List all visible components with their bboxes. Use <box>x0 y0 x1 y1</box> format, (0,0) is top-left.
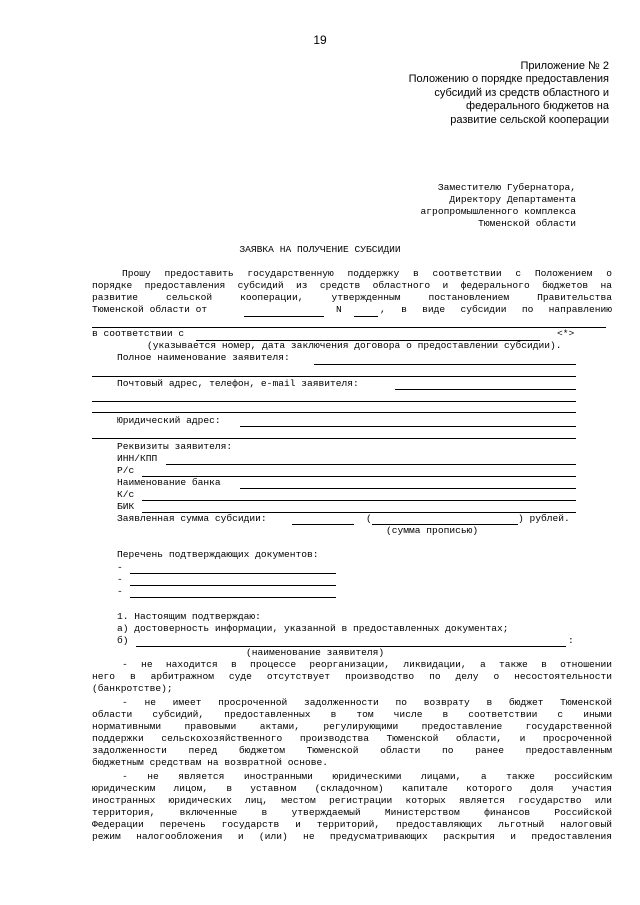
appendix-line: Приложение № 2 <box>520 60 609 72</box>
sum-label: Заявленная сумма субсидии: <box>117 513 267 524</box>
confirm-b-colon: : <box>568 635 574 646</box>
confirm-line: юридическим лицом, в уставном (складочном) капитале которого доля участия <box>92 783 612 794</box>
confirm-line: - не имеет просроченной задолженности по возврату в бюджет Тюменской <box>122 697 612 708</box>
confirm-line: поддержки сельскохозяйственного производства Тюменской области, и просроченной <box>92 733 612 744</box>
bank-label: Наименование банка <box>117 477 221 488</box>
document-bullet: - <box>117 574 123 585</box>
appendix-line: федерального бюджетов на <box>466 100 609 113</box>
documents-heading: Перечень подтверждающих документов: <box>117 549 319 560</box>
bik-label: БИК <box>117 501 135 512</box>
addressee-line: Директору Департамента <box>449 194 576 205</box>
intro-line-end: , в виде субсидии по направлению <box>380 304 612 315</box>
postal-label: Почтовый адрес, телефон, e-mail заявителя: <box>117 378 359 389</box>
confirm-heading: 1. Настоящим подтверждаю: <box>117 611 261 622</box>
confirm-line: Федерации перечень государств и территорий, предоставляющих льготный налоговый <box>92 819 612 830</box>
document-field[interactable] <box>130 597 336 598</box>
confirm-item-a: а) достоверность информации, указанной в предоставленных документах; <box>117 623 509 634</box>
intro-line: развитие сельской кооперации, утвержденным постановлением Правительства <box>92 292 612 303</box>
document-bullet: - <box>117 586 123 597</box>
postal-field[interactable] <box>395 389 576 390</box>
confirm-line: - не находится в процессе реорганизации, ликвидации, а также в отношении <box>122 659 612 670</box>
sum-digits-field[interactable] <box>292 524 354 525</box>
full-name-field[interactable] <box>314 364 576 365</box>
requisites-heading: Реквизиты заявителя: <box>117 441 233 452</box>
appendix-line: Положению о порядке предоставления <box>408 73 609 86</box>
confirm-line: нормативными правовыми актами, регулирующими предоставление государственной <box>92 721 612 732</box>
confirm-line: него в арбитражном суде отсутствует производство по делу о несостоятельности <box>92 671 612 682</box>
confirm-item-b: б) <box>117 635 129 646</box>
applicant-name-hint: (наименование заявителя) <box>246 647 385 658</box>
full-name-label: Полное наименование заявителя: <box>117 352 290 363</box>
addressee-line: агропромышленного комплекса <box>420 206 576 217</box>
confirm-line: задолженности перед бюджетом Тюменской области по ранее предоставленным <box>92 745 612 756</box>
appendix-line: субсидий из средств областного и <box>434 86 609 99</box>
appendix-line: развитие сельской кооперации <box>450 113 609 126</box>
confirm-line: (банкротстве); <box>92 683 173 694</box>
confirm-line: области субсидий, предоставленных в том числе в соответствии с иными <box>92 709 612 720</box>
addressee-block <box>421 182 576 230</box>
document-bullet: - <box>117 562 123 573</box>
confirm-line: режим налогообложения и (или) не предусматривающих раскрытия и предоставления <box>92 831 612 842</box>
intro-line: порядке предоставления субсидий из средств областного и федерального бюджетов на <box>92 280 612 291</box>
sum-words-hint: (сумма прописью) <box>386 525 479 536</box>
agreement-label: в соответствии с <box>92 328 185 339</box>
number-sign: N <box>336 304 342 315</box>
addressee-line: Тюменской области <box>478 218 576 229</box>
inn-field[interactable] <box>166 464 576 465</box>
legal-address-field[interactable] <box>240 426 576 427</box>
document-field[interactable] <box>130 585 336 586</box>
ks-field[interactable] <box>142 500 576 501</box>
document-field[interactable] <box>130 573 336 574</box>
agreement-hint: (указывается номер, дата заключения договора о предоставлении субсидии). <box>147 340 562 351</box>
sum-paren-open: ( <box>366 513 372 524</box>
confirm-line: бюджетным средствам на возвратной основе. <box>92 757 329 768</box>
date-underline[interactable] <box>244 316 324 317</box>
intro-line-start: Тюменской области от <box>92 304 208 315</box>
inn-label: ИНН/КПП <box>117 453 158 464</box>
page-number: 19 <box>313 33 327 47</box>
addressee-line: Заместителю Губернатора, <box>437 182 576 193</box>
full-name-field-2[interactable] <box>92 376 576 377</box>
footnote-mark: <*> <box>557 328 575 339</box>
legal-address-field-2[interactable] <box>92 438 576 439</box>
confirm-line: - не является иностранными юридическими лицами, а также российским <box>122 771 612 782</box>
appendix-header <box>409 60 609 127</box>
intro-line: Прошу предоставить государственную поддержку в соответствии с Положением о <box>122 268 612 279</box>
bank-field[interactable] <box>240 488 576 489</box>
number-underline[interactable] <box>354 316 378 317</box>
document-title: ЗАЯВКА НА ПОЛУЧЕНИЕ СУБСИДИИ <box>239 244 401 255</box>
legal-address-label: Юридический адрес: <box>117 415 221 426</box>
ks-label: К/с <box>117 489 135 500</box>
confirm-line: иностранных юридических лиц, местом регистрации которых является государство или <box>92 795 612 806</box>
rs-label: Р/с <box>117 465 135 476</box>
confirm-line: территория, включенные в утверждаемый Министерством финансов Российской <box>92 807 612 818</box>
sum-paren-close: ) рублей. <box>518 513 570 524</box>
postal-field-2[interactable] <box>92 401 576 402</box>
postal-field-3[interactable] <box>92 412 576 413</box>
